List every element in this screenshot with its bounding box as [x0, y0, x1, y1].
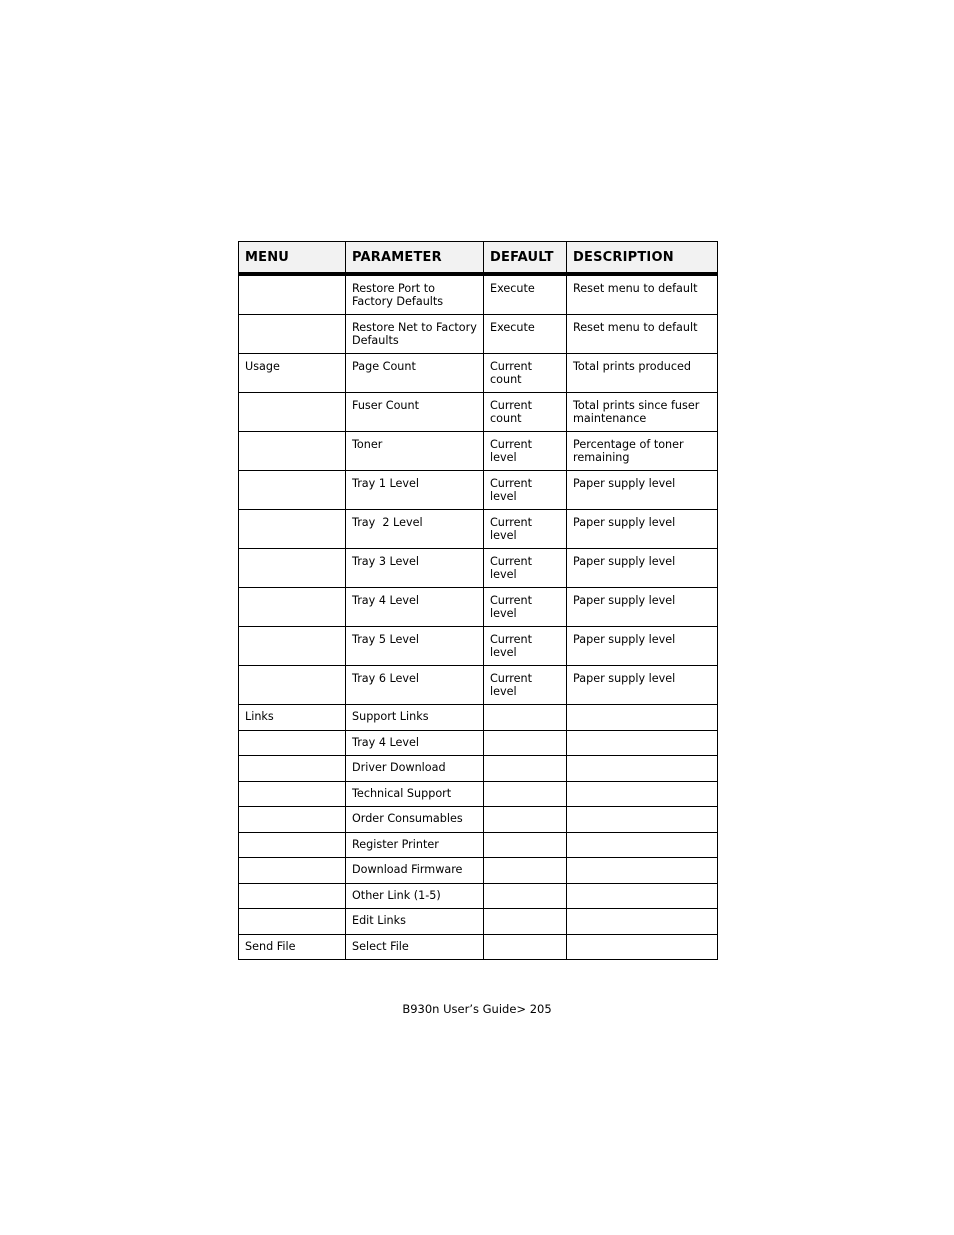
table-row: [239, 934, 718, 960]
table-row: [239, 909, 718, 935]
header-parameter: PARAMETER: [346, 242, 484, 275]
description-cell: Total prints since fuser maintenance: [567, 393, 718, 432]
page-footer: B930n User’s Guide> 205: [402, 1002, 552, 1016]
table-row: [239, 781, 718, 807]
default-cell: Current count: [484, 393, 567, 432]
description-cell: [567, 934, 718, 960]
parameter-cell: Other Link (1-5): [346, 883, 484, 909]
table-row: [239, 393, 718, 432]
parameter-cell: Tray 1 Level: [346, 471, 484, 510]
default-cell: [484, 807, 567, 833]
header-menu: MENU: [239, 242, 346, 275]
default-cell: [484, 934, 567, 960]
menu-cell: [239, 393, 346, 432]
default-cell: Current level: [484, 588, 567, 627]
table-row: [239, 432, 718, 471]
parameter-cell: Tray 3 Level: [346, 549, 484, 588]
description-cell: Total prints produced: [567, 354, 718, 393]
parameter-cell: Restore Port to Factory Defaults: [346, 274, 484, 315]
menu-cell: [239, 756, 346, 782]
menu-cell: [239, 883, 346, 909]
default-cell: Current level: [484, 666, 567, 705]
table-row: [239, 756, 718, 782]
parameter-cell: Download Firmware: [346, 858, 484, 884]
parameter-cell: Register Printer: [346, 832, 484, 858]
parameter-cell: Technical Support: [346, 781, 484, 807]
menu-cell: [239, 274, 346, 315]
description-cell: [567, 832, 718, 858]
default-cell: Current level: [484, 432, 567, 471]
parameter-cell: Toner: [346, 432, 484, 471]
description-cell: [567, 781, 718, 807]
menu-cell: [239, 807, 346, 833]
table-row: [239, 832, 718, 858]
default-cell: Current level: [484, 471, 567, 510]
description-cell: Percentage of toner remaining: [567, 432, 718, 471]
menu-cell: [239, 666, 346, 705]
description-cell: [567, 756, 718, 782]
table-row: [239, 588, 718, 627]
menu-cell: Usage: [239, 354, 346, 393]
parameter-cell: Edit Links: [346, 909, 484, 935]
parameter-cell: Page Count: [346, 354, 484, 393]
parameter-cell: Support Links: [346, 705, 484, 731]
description-cell: [567, 807, 718, 833]
table-row: [239, 315, 718, 354]
menu-cell: Links: [239, 705, 346, 731]
default-cell: Current count: [484, 354, 567, 393]
default-cell: [484, 883, 567, 909]
description-cell: [567, 909, 718, 935]
table-row: [239, 883, 718, 909]
table-row: [239, 627, 718, 666]
table-row: [239, 705, 718, 731]
default-cell: [484, 705, 567, 731]
parameter-cell: Restore Net to Factory Defaults: [346, 315, 484, 354]
table-row: [239, 807, 718, 833]
default-cell: [484, 756, 567, 782]
description-cell: Paper supply level: [567, 510, 718, 549]
table-row: [239, 274, 718, 315]
default-cell: Execute: [484, 274, 567, 315]
default-cell: Execute: [484, 315, 567, 354]
default-cell: [484, 781, 567, 807]
default-cell: [484, 832, 567, 858]
default-cell: Current level: [484, 549, 567, 588]
table-row: [239, 858, 718, 884]
parameter-cell: Select File: [346, 934, 484, 960]
menu-cell: [239, 730, 346, 756]
table-row: [239, 471, 718, 510]
menu-cell: [239, 315, 346, 354]
description-cell: Paper supply level: [567, 549, 718, 588]
menu-cell: [239, 627, 346, 666]
default-cell: Current level: [484, 627, 567, 666]
default-cell: [484, 909, 567, 935]
menu-cell: Send File: [239, 934, 346, 960]
description-cell: [567, 705, 718, 731]
table-header-row: [239, 242, 718, 275]
table-row: [239, 549, 718, 588]
description-cell: Reset menu to default: [567, 274, 718, 315]
header-description: DESCRIPTION: [567, 242, 718, 275]
description-cell: [567, 858, 718, 884]
table-row: [239, 730, 718, 756]
header-default: DEFAULT: [484, 242, 567, 275]
default-cell: [484, 730, 567, 756]
parameter-cell: Tray 4 Level: [346, 588, 484, 627]
table-row: [239, 666, 718, 705]
menu-cell: [239, 432, 346, 471]
menu-cell: [239, 510, 346, 549]
description-cell: [567, 883, 718, 909]
parameter-cell: Fuser Count: [346, 393, 484, 432]
menu-cell: [239, 858, 346, 884]
menu-cell: [239, 909, 346, 935]
description-cell: Paper supply level: [567, 666, 718, 705]
menu-cell: [239, 588, 346, 627]
parameter-cell: Driver Download: [346, 756, 484, 782]
menu-cell: [239, 832, 346, 858]
default-cell: Current level: [484, 510, 567, 549]
description-cell: [567, 730, 718, 756]
menu-parameter-table: [238, 241, 718, 960]
menu-cell: [239, 781, 346, 807]
description-cell: Paper supply level: [567, 627, 718, 666]
table-row: [239, 510, 718, 549]
menu-cell: [239, 471, 346, 510]
parameter-cell: Tray 5 Level: [346, 627, 484, 666]
menu-cell: [239, 549, 346, 588]
description-cell: Paper supply level: [567, 471, 718, 510]
parameter-cell: Tray 2 Level: [346, 510, 484, 549]
table-row: [239, 354, 718, 393]
parameter-cell: Tray 6 Level: [346, 666, 484, 705]
default-cell: [484, 858, 567, 884]
parameter-cell: Order Consumables: [346, 807, 484, 833]
description-cell: Paper supply level: [567, 588, 718, 627]
description-cell: Reset menu to default: [567, 315, 718, 354]
parameter-cell: Tray 4 Level: [346, 730, 484, 756]
